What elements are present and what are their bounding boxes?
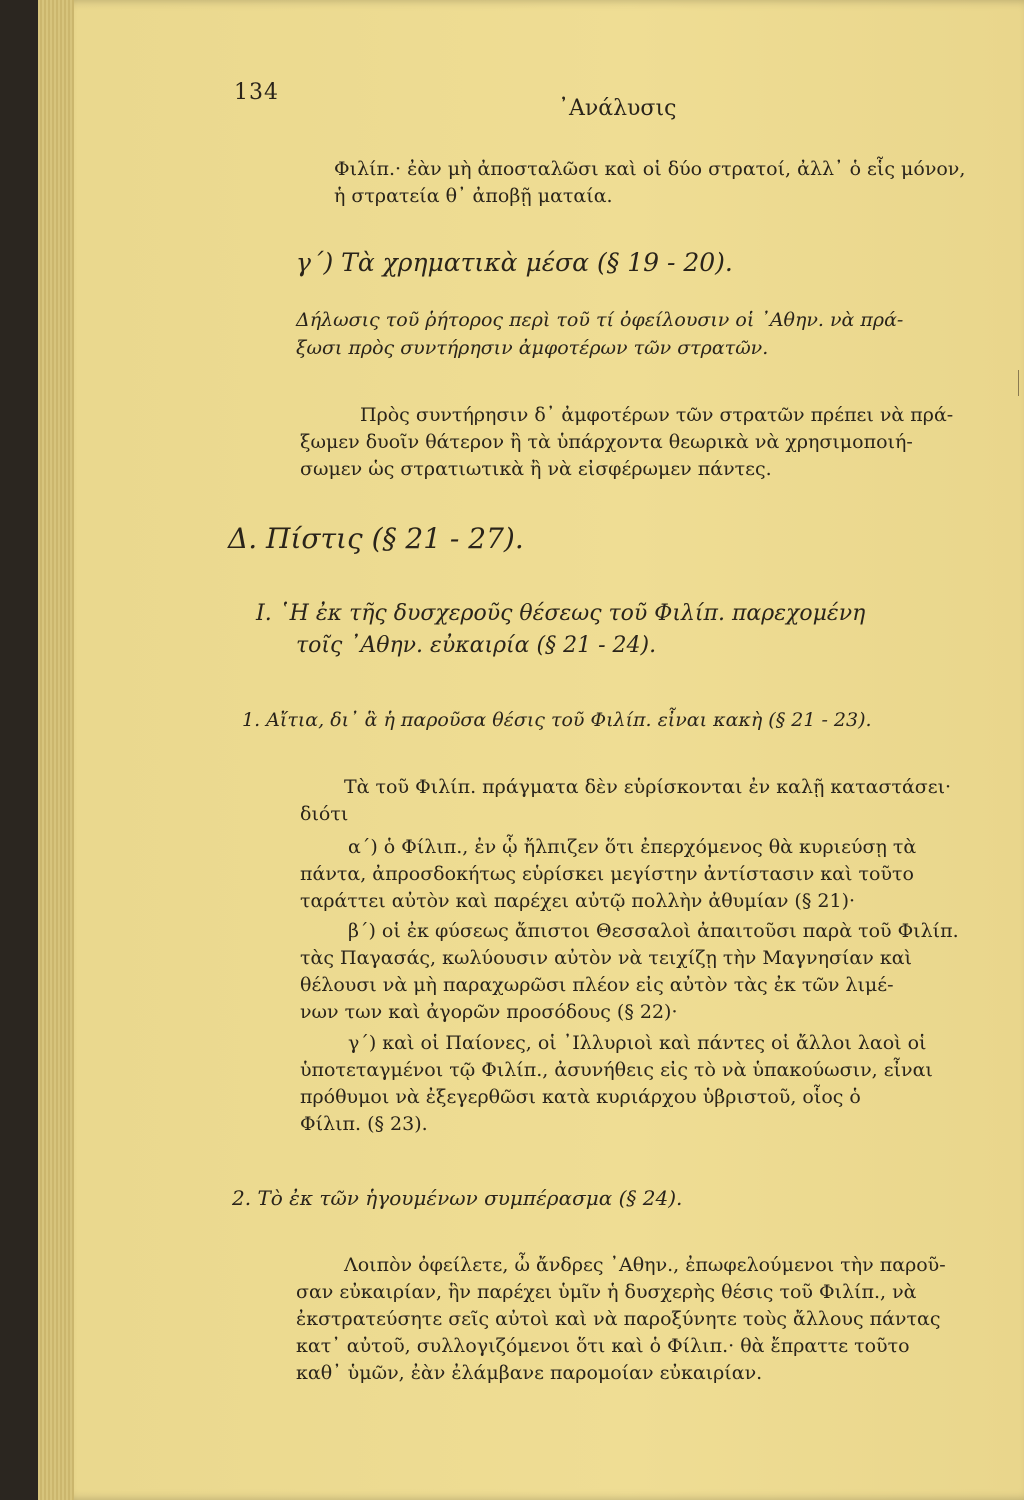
- text-line: καθ᾿ ὑμῶν, ἐὰν ἐλάμβανε παρομοίαν εὐκαιρίαν.: [296, 1362, 763, 1384]
- text-line: I. ῾Η ἐκ τῆς δυσχεροῦς θέσεως τοῦ Φιλίπ. παρεχομένη: [256, 601, 866, 626]
- page-number: 134: [234, 80, 279, 105]
- gamma-point-paragraph: [300, 1030, 933, 1138]
- margin-mark: [1018, 370, 1023, 396]
- text-line: ὑποτεταγμένοι τῷ Φιλίπ., ἀσυνήθεις εἰς τὸ νὰ ὑπακούωσιν, εἶναι: [300, 1059, 933, 1081]
- text-line: ταράττει αὐτὸν καὶ παρέχει αὐτῷ πολλὴν ἀθυμίαν (§ 21)·: [300, 890, 856, 912]
- text-line: Φίλιπ. (§ 23).: [300, 1113, 428, 1135]
- page-edges: [38, 0, 74, 1500]
- text-line: Τὰ τοῦ Φιλίπ. πράγματα δὲν εὑρίσκονται ἐν καλῇ καταστάσει·: [344, 776, 952, 798]
- text-line: τοῖς ᾿Αθην. εὐκαιρία (§ 21 - 24).: [296, 633, 657, 658]
- intro-paragraph: [334, 156, 965, 210]
- running-title: ᾿Ανάλυσις: [558, 96, 677, 121]
- text-line: νων των καὶ ἀγορῶν προσόδους (§ 22)·: [300, 1001, 678, 1023]
- text-line: Λοιπὸν ὀφείλετε, ὦ ἄνδρες ᾿Αθην., ἐπωφελούμενοι τὴν παροῦ-: [344, 1254, 946, 1276]
- gamma-paragraph: [300, 402, 953, 483]
- text-line: πάντα, ἀπροσδοκήτως εὑρίσκει μεγίστην ἀντίστασιν καὶ τοῦτο: [300, 863, 914, 885]
- gamma-summary: [296, 306, 903, 362]
- text-line: α΄) ὁ Φίλιπ., ἐν ᾧ ἤλπιζεν ὅτι ἐπερχόμενος θὰ κυριεύσῃ τὰ: [348, 836, 917, 858]
- text-line: τὰς Παγασάς, κωλύουσιν αὐτὸν νὰ τειχίζῃ τὴν Μαγνησίαν καὶ: [300, 947, 912, 969]
- text-line: ἐκστρατεύσητε σεῖς αὐτοὶ καὶ νὰ παροξύνητε τοὺς ἄλλους πάντας: [296, 1308, 941, 1330]
- book-page: [38, 0, 1024, 1500]
- text-line: ξωσι πρὸς συντήρησιν ἀμφοτέρων τῶν στρατῶν.: [296, 337, 769, 359]
- text-line: κατ᾿ αὐτοῦ, συλλογιζόμενοι ὅτι καὶ ὁ Φίλιπ.· θὰ ἔπραττε τοῦτο: [296, 1335, 910, 1357]
- text-line: Δήλωσις τοῦ ῥήτορος περὶ τοῦ τί ὀφείλουσιν οἱ ᾿Αθην. νὰ πρά-: [296, 309, 904, 331]
- text-line: πρόθυμοι νὰ ἐξεγερθῶσι κατὰ κυριάρχου ὑβριστοῦ, οἷος ὁ: [300, 1086, 861, 1108]
- text-line: σαν εὐκαιρίαν, ἣν παρέχει ὑμῖν ἡ δυσχερὴς θέσις τοῦ Φιλίπ., νὰ: [296, 1281, 917, 1303]
- subsection-i-heading: [256, 598, 865, 662]
- text-line: Πρὸς συντήρησιν δ᾿ ἀμφοτέρων τῶν στρατῶν πρέπει νὰ πρά-: [360, 404, 954, 426]
- point-1-intro: [300, 774, 951, 828]
- beta-paragraph: [300, 918, 959, 1026]
- point-2-heading: 2. Τὸ ἐκ τῶν ἡγουμένων συμπέρασμα (§ 24).: [232, 1186, 683, 1210]
- point-1-heading: 1. Αἴτια, δι᾿ ἃ ἡ παροῦσα θέσις τοῦ Φιλίπ. εἶναι κακὴ (§ 21 - 23).: [242, 709, 872, 731]
- text-line: σωμεν ὡς στρατιωτικὰ ἢ νὰ εἰσφέρωμεν πάντες.: [300, 458, 772, 480]
- text-line: β΄) οἱ ἐκ φύσεως ἄπιστοι Θεσσαλοὶ ἀπαιτοῦσι παρὰ τοῦ Φιλίπ.: [348, 920, 959, 942]
- text-line: ἡ στρατεία θ᾿ ἀποβῇ ματαία.: [334, 185, 613, 207]
- section-gamma-heading: γ΄) Τὰ χρηματικὰ μέσα (§ 19 - 20).: [296, 248, 733, 277]
- alpha-paragraph: [300, 834, 916, 915]
- text-line: θέλουσι νὰ μὴ παραχωρῶσι πλέον εἰς αὐτὸν τὰς ἐκ τῶν λιμέ-: [300, 974, 894, 996]
- conclusion-paragraph: [296, 1252, 946, 1387]
- text-line: ξωμεν δυοῖν θάτερον ἢ τὰ ὑπάρχοντα θεωρικὰ νὰ χρησιμοποιή-: [300, 431, 913, 453]
- text-line: διότι: [300, 803, 349, 825]
- text-line: Φιλίπ.· ἐὰν μὴ ἀποσταλῶσι καὶ οἱ δύο στρατοί, ἀλλ᾿ ὁ εἷς μόνον,: [334, 158, 966, 180]
- section-delta-heading: Δ. Πίστις (§ 21 - 27).: [228, 522, 524, 555]
- text-line: γ΄) καὶ οἱ Παίονες, οἱ ᾿Ιλλυριοὶ καὶ πάντες οἱ ἄλλοι λαοὶ οἱ: [348, 1032, 927, 1054]
